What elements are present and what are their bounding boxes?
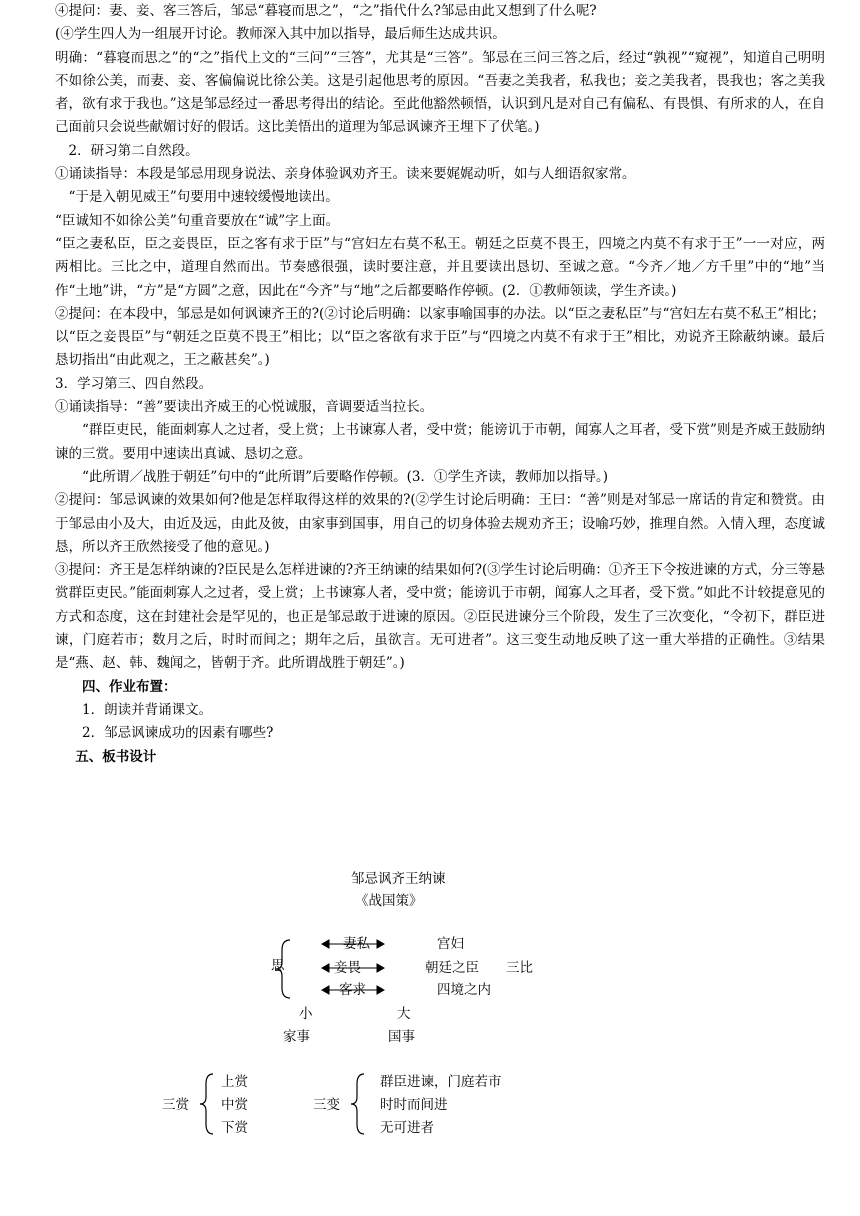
paragraph: (④学生四人为一组展开讨论。教师深入其中加以指导，最后师生达成共识。	[55, 26, 506, 43]
board-rewards-label: 三赏	[162, 1097, 189, 1113]
board-source: 《战国策》	[355, 893, 423, 909]
document-body	[55, 0, 825, 769]
board-state: 国事	[388, 1029, 415, 1045]
paragraph: 2．邹忌讽谏成功的因素有哪些?	[82, 725, 274, 742]
board-reward: 上赏	[221, 1074, 248, 1090]
paragraph: 3．学习第三、四自然段。	[55, 375, 213, 392]
board-reward: 下赏	[221, 1120, 248, 1136]
paragraph: ③提问：齐王是怎样纳谏的?臣民是么怎样进谏的?齐王纳谏的结果如何?(③学生讨论后明确：①齐王下令按进谏的方式，分三等悬赏群臣吏民。”能面刺寡人之过者，受上赏；上书谏寡人者，受中赏；能谤讥于市朝，闻寡人之耳者，受下赏。”如此不计较提意见的方式和态度，这在封建社会是罕见的，也正是邹忌敢于进谏的原因。②臣民进谏分三个阶段，发生了三次变化，“令初下，群臣进谏，门庭若市；数月之后，时时而间之；期年之后，虽欲言。无可进者”。这三变生动地反映了这一重大举措的正确性。③结果是“燕、赵、韩、魏闻之，皆朝于齐。此所谓战胜于朝廷”。)	[55, 562, 825, 672]
paragraph: 2．研习第二自然段。	[68, 142, 199, 159]
board-title: 邹忌讽齐王纳谏	[351, 871, 446, 887]
paragraph: 四、作业布置：	[82, 678, 177, 695]
paragraph: ②提问：邹忌讽谏的效果如何?他是怎样取得这样的效果的?(②学生讨论后明确：王曰：“善”则是对邹忌一席话的肯定和赞赏。由于邹忌由小及大，由近及远，由此及彼，由家事到国事，用自己的切身体验去规劝齐王；设喻巧妙，推理自然。入情入理，态度诚恳，所以齐王欣然接受了他的意见。)	[55, 492, 825, 555]
paragraph: “臣之妻私臣，臣之妾畏臣，臣之客有求于臣”与“宫妇左右莫不私王。朝廷之臣莫不畏王，四境之内莫不有求于王”一一对应，两两相比。三比之中，道理自然而出。节奏感很强，读时要注意，并且要读出恳切、至诚之意。“今齐／地／方千里”中的“地”当作“土地”讲，“方”是“方圆”之意，因此在“今齐”与“地”之后都要略作停顿。(2．①教师领读，学生齐读。)	[55, 235, 825, 299]
left-brace-icon	[272, 938, 294, 1000]
paragraph: “此所谓／战胜于朝廷”句中的“此所谓”后要略作停顿。(3．①学生齐读，教师加以指导。)	[82, 468, 608, 485]
left-brace-icon	[197, 1072, 217, 1136]
board-family: 家事	[283, 1029, 310, 1045]
board-change: 群臣进谏，门庭若市	[380, 1074, 502, 1090]
paragraph: “于是入朝见威王”句要用中速较缓慢地读出。	[68, 189, 339, 206]
board-small: 小	[299, 1006, 313, 1022]
board-compare: 三比	[506, 960, 533, 976]
board-right-item: 宫妇	[437, 936, 464, 952]
board-changes-label: 三变	[313, 1097, 340, 1113]
board-change: 无可进者	[380, 1120, 434, 1136]
arrows-icon	[320, 932, 390, 998]
paragraph: “群臣吏民，能面刺寡人之过者，受上赏；上书谏寡人者，受中赏；能谤讥于市朝，闻寡人之耳者，受下赏”则是齐威王鼓励纳谏的三赏。要用中速读出真诚、恳切之意。	[55, 422, 825, 462]
board-left-item: 客求	[339, 982, 366, 998]
board-think-char: 思	[271, 958, 285, 974]
paragraph: “臣诚知不如徐公美”句重音要放在“诚”字上面。	[55, 212, 340, 229]
paragraph: 明确：“暮寝而思之”的“之”指代上文的“三问”“三答”，尤其是“三答”。邹忌在三问三答之后，经过“孰视”“窥视”，知道自己明明不如徐公美，而妻、妾、客偏偏说比徐公美。这是引起他思考的原因。“吾妻之美我者，私我也；妾之美我者，畏我也；客之美我者，欲有求于我也。”这是邹忌经过一番思考得出的结论。至此他豁然顿悟，认识到凡是对自己有偏私、有畏惧、有所求的人，在自己面前只会说些献媚讨好的假话。这比美悟出的道理为邹忌讽谏齐王埋下了伏笔。)	[55, 49, 825, 136]
paragraph: ①诵读指导：“善”要读出齐威王的心悦诚服，音调要适当拉长。	[55, 399, 434, 416]
board-big: 大	[397, 1006, 411, 1022]
board-right-item: 四境之内	[437, 982, 491, 998]
paragraph: 1．朗读并背诵课文。	[82, 701, 213, 718]
left-brace-icon	[348, 1072, 368, 1136]
board-change: 时时而间进	[380, 1097, 448, 1113]
board-left-item: 妻私	[343, 936, 370, 952]
board-right-item: 朝廷之臣	[425, 960, 479, 976]
board-left-item: 妾畏	[334, 960, 361, 976]
paragraph: ②提问：在本段中，邹忌是如何讽谏齐王的?(②讨论后明确：以家事喻国事的办法。以“臣之妻私臣”与“宫妇左右莫不私王”相比；以“臣之妾畏臣”与“朝廷之臣莫不畏王”相比；以“臣之客欲有求于臣”与“四境之内莫不有求于王”相比，劝说齐王除蔽纳谏。最后恳切指出“由此观之，王之蔽甚矣”。)	[55, 305, 825, 369]
paragraph: ①诵读指导：本段是邹忌用现身说法、亲身体验讽劝齐王。读来要娓娓动听，如与人细语叙家常。	[55, 166, 636, 183]
paragraph: ④提问：妻、妾、客三答后，邹忌“暮寝而思之”，“之”指代什么?邹忌由此又想到了什么呢?	[55, 3, 597, 19]
paragraph: 五、板书设计	[75, 748, 157, 765]
board-reward: 中赏	[221, 1097, 248, 1113]
